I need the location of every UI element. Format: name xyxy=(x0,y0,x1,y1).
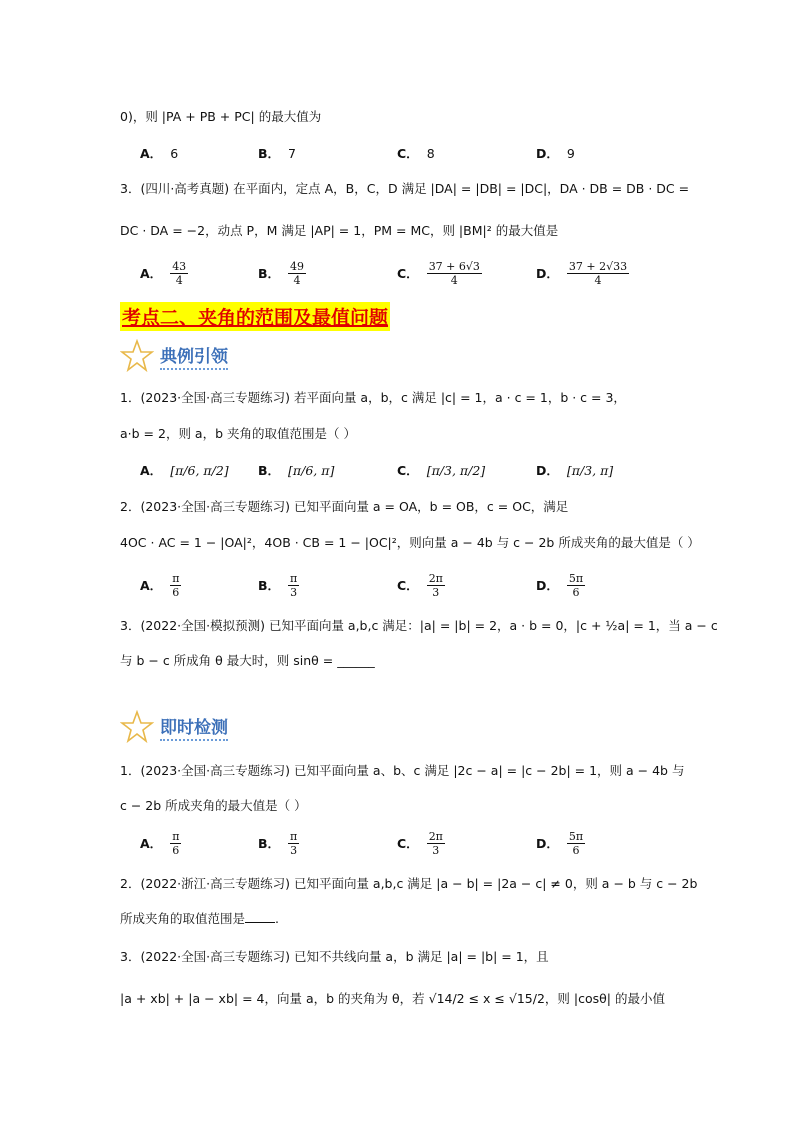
option-b: B． $\frac{\pi}{3}$ xyxy=(258,571,298,599)
option-c: C． $\frac{37 + 6√3}{4}$ xyxy=(397,259,480,287)
question-text: 0)，则 |PA + PB + PC| 的最大值为 xyxy=(120,109,322,124)
option-c: C． $\frac{2\pi}{3}$ xyxy=(397,829,443,857)
banner-label: 即时检测 xyxy=(160,713,228,741)
option-c: C． [π/3, π/2] xyxy=(397,462,486,478)
answer-blank xyxy=(245,910,275,923)
question-text: 3．(2022·全国·高三专题练习) 已知不共线向量 a，b 满足 |a| = |b| = 1，且 xyxy=(120,949,549,964)
option-d: D． $\frac{5\pi}{6}$ xyxy=(536,571,584,599)
option-a: A． 6 xyxy=(140,145,179,161)
option-b: B． $\frac{\pi}{3}$ xyxy=(258,829,298,857)
question-text: 所成夹角的取值范围是 . xyxy=(120,911,279,926)
answer-blank: ______ xyxy=(337,653,375,668)
section-title: 考点二、夹角的范围及最值问题 xyxy=(120,302,390,331)
answer-options xyxy=(140,826,740,860)
question-text: 3．(2022·全国·模拟预测) 已知平面向量 a,b,c 满足：|a| = |b| = 2，a · b = 0，|c + ½a| = 1，当 a − c xyxy=(120,618,718,633)
option-a: A． [π/6, π/2] xyxy=(140,462,229,478)
question-text: |a + xb| + |a − xb| = 4，向量 a，b 的夹角为 θ，若 √14/2 ≤ x ≤ √15/2，则 |cosθ| 的最小值 xyxy=(120,991,665,1006)
star-icon xyxy=(120,339,154,373)
question-text: 2．(2023·全国·高三专题练习) 已知平面向量 a = OA，b = OB，c = OC，满足 xyxy=(120,499,569,514)
answer-options xyxy=(140,256,740,290)
option-a: A． $\frac{\pi}{6}$ xyxy=(140,829,180,857)
question-text: DC · DA = −2，动点 P，M 满足 |AP| = 1，PM = MC，则 |BM|² 的最大值是 xyxy=(120,223,559,238)
answer-options xyxy=(140,568,740,602)
star-icon xyxy=(120,710,154,744)
option-a: A． $\frac{43}{4}$ xyxy=(140,259,187,287)
question-text: 4OC · AC = 1 − |OA|²，4OB · CB = 1 − |OC|²，则向量 a − 4b 与 c − 2b 所成夹角的最大值是（ ） xyxy=(120,535,700,550)
banner-check xyxy=(120,709,228,745)
option-d: D． [π/3, π] xyxy=(536,462,614,478)
question-text: 3．(四川·高考真题) 在平面内，定点 A，B，C，D 满足 |DA| = |DB| = |DC|，DA · DB = DB · DC = xyxy=(120,181,690,196)
option-d: D． 9 xyxy=(536,145,575,161)
option-a: A． $\frac{\pi}{6}$ xyxy=(140,571,180,599)
option-b: B． 7 xyxy=(258,145,296,161)
option-b: B． [π/6, π] xyxy=(258,462,335,478)
question-text: 1．(2023·全国·高三专题练习) 若平面向量 a，b，c 满足 |c| = 1，a · c = 1，b · c = 3， xyxy=(120,390,626,405)
question-text: 2．(2022·浙江·高三专题练习) 已知平面向量 a,b,c 满足 |a − b| = |2a − c| ≠ 0，则 a − b 与 c − 2b xyxy=(120,876,698,891)
banner-label: 典例引领 xyxy=(160,342,228,370)
option-d: D． $\frac{5\pi}{6}$ xyxy=(536,829,584,857)
banner-examples xyxy=(120,338,228,374)
option-d: D． $\frac{37 + 2√33}{4}$ xyxy=(536,259,628,287)
question-text: c − 2b 所成夹角的最大值是（ ） xyxy=(120,798,307,813)
option-c: C． $\frac{2\pi}{3}$ xyxy=(397,571,443,599)
option-c: C． 8 xyxy=(397,145,435,161)
question-text: 与 b − c 所成角 θ 最大时，则 sinθ = ______ xyxy=(120,653,375,668)
answer-options xyxy=(140,453,740,487)
question-text: 1．(2023·全国·高三专题练习) 已知平面向量 a、b、c 满足 |2c − a| = |c − 2b| = 1，则 a − 4b 与 xyxy=(120,763,685,778)
question-text: a·b = 2，则 a，b 夹角的取值范围是（ ） xyxy=(120,426,356,441)
option-b: B． $\frac{49}{4}$ xyxy=(258,259,305,287)
answer-options xyxy=(140,136,740,170)
